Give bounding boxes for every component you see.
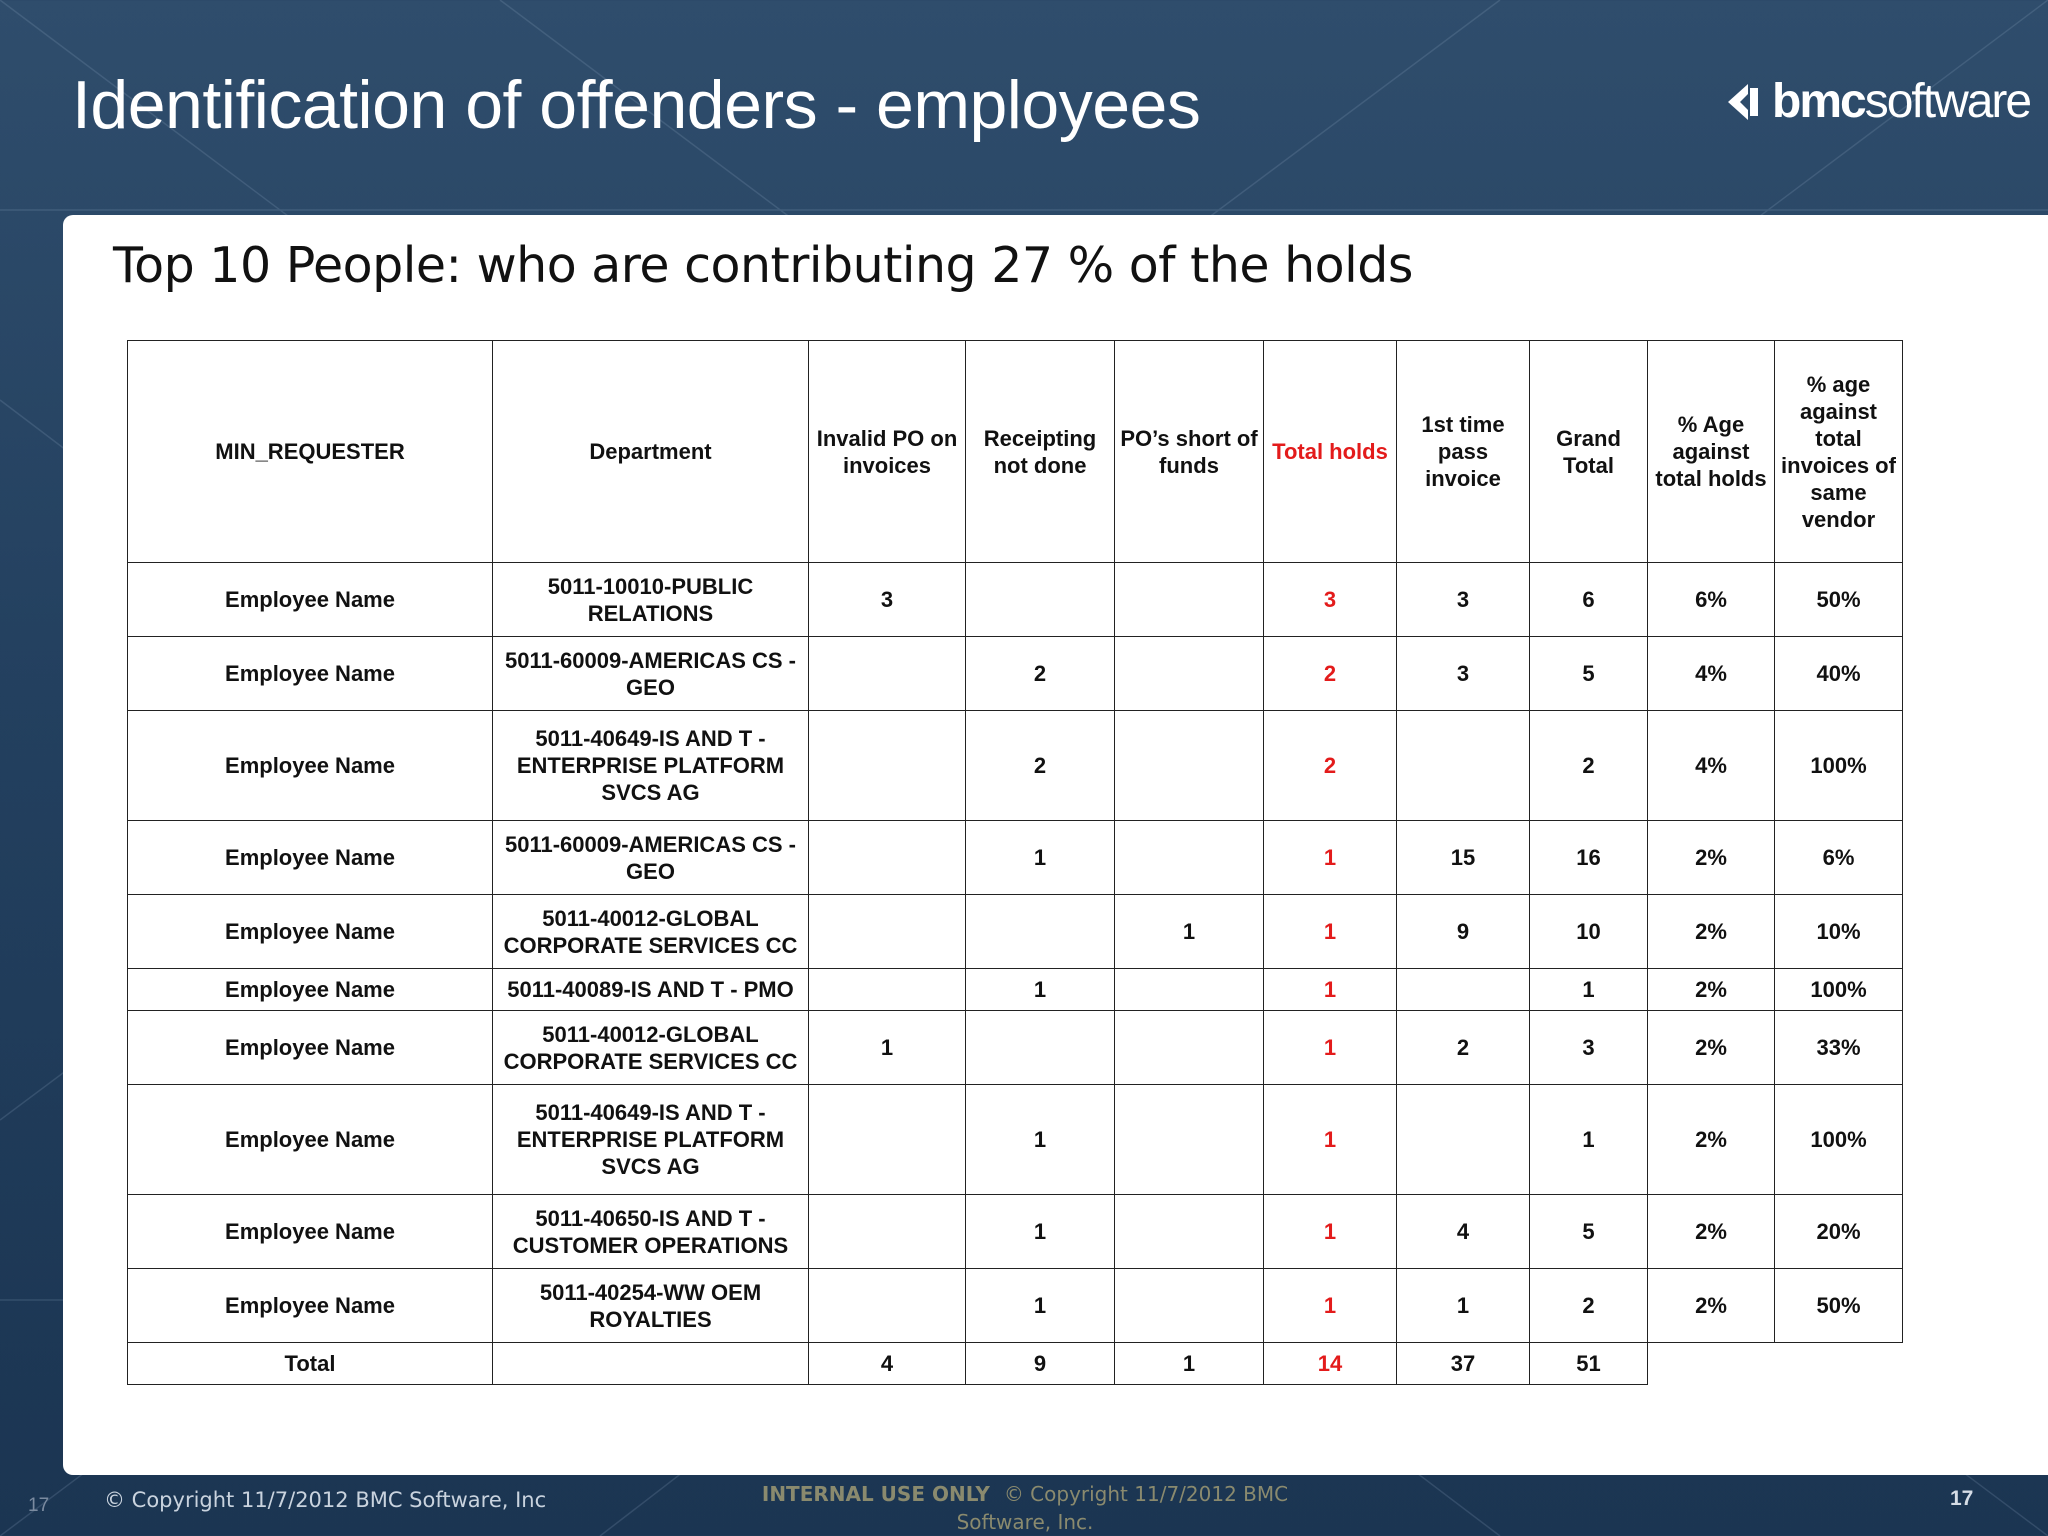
table-cell: 1	[1115, 895, 1264, 969]
table-cell	[1115, 1195, 1264, 1269]
table-cell: 5011-40649-IS AND T - ENTERPRISE PLATFORM SVCS AG	[493, 1085, 809, 1195]
table-cell: Employee Name	[128, 1011, 493, 1085]
table-cell: 5011-60009-AMERICAS CS - GEO	[493, 637, 809, 711]
table-row	[128, 1269, 1903, 1343]
table-row	[128, 969, 1903, 1011]
total-row	[128, 1343, 1903, 1385]
table-cell: 2	[1530, 711, 1648, 821]
table-cell	[1397, 1085, 1530, 1195]
table-row	[128, 821, 1903, 895]
table-cell	[1115, 1011, 1264, 1085]
bmc-chevron-icon	[1726, 82, 1764, 122]
footer-page-number-right: 17	[1950, 1487, 1974, 1510]
table-cell: 5011-40254-WW OEM ROYALTIES	[493, 1269, 809, 1343]
total-cell: 1	[1115, 1343, 1264, 1385]
table-cell: 5011-40089-IS AND T - PMO	[493, 969, 809, 1011]
table-cell: 40%	[1775, 637, 1903, 711]
header-cell: PO’s short of funds	[1115, 341, 1264, 563]
table-cell: Employee Name	[128, 563, 493, 637]
table-cell: 2%	[1648, 1269, 1775, 1343]
table-cell: Employee Name	[128, 637, 493, 711]
table-cell: 100%	[1775, 1085, 1903, 1195]
table-cell	[1115, 711, 1264, 821]
total-cell	[493, 1343, 809, 1385]
table-cell: 1	[966, 1085, 1115, 1195]
total-cell: 9	[966, 1343, 1115, 1385]
total-cell: 4	[809, 1343, 966, 1385]
table-cell: 5	[1530, 637, 1648, 711]
table-cell: Employee Name	[128, 895, 493, 969]
table-cell: 1	[1264, 895, 1397, 969]
table-cell	[1115, 637, 1264, 711]
table-cell: 6	[1530, 563, 1648, 637]
table-cell: 1	[809, 1011, 966, 1085]
header-cell: % age against total invoices of same vendor	[1775, 341, 1903, 563]
table-cell: 2	[966, 711, 1115, 821]
table-cell: 2	[1397, 1011, 1530, 1085]
table-cell: 1	[966, 1269, 1115, 1343]
table-cell: 3	[1530, 1011, 1648, 1085]
table-cell: 1	[1264, 1195, 1397, 1269]
table-cell	[1115, 1085, 1264, 1195]
table-cell: 100%	[1775, 711, 1903, 821]
footer-center	[735, 1480, 1315, 1536]
footer-center-copyright: © Copyright 11/7/2012 BMC Software, Inc.	[956, 1482, 1289, 1534]
table-cell: 1	[966, 821, 1115, 895]
header-cell: Grand Total	[1530, 341, 1648, 563]
table-cell: 2	[966, 637, 1115, 711]
table-cell: 1	[1264, 1011, 1397, 1085]
table-cell: 2%	[1648, 1085, 1775, 1195]
table-cell: 2%	[1648, 895, 1775, 969]
table-cell: 1	[966, 1195, 1115, 1269]
table-cell	[809, 821, 966, 895]
table-cell	[809, 1195, 966, 1269]
table-cell: Employee Name	[128, 1085, 493, 1195]
table-cell: 6%	[1648, 563, 1775, 637]
table-cell: 33%	[1775, 1011, 1903, 1085]
table-cell: 15	[1397, 821, 1530, 895]
table-cell: 4	[1397, 1195, 1530, 1269]
holds-table	[127, 340, 1903, 1385]
table-row	[128, 637, 1903, 711]
table-row	[128, 711, 1903, 821]
table-row	[128, 563, 1903, 637]
table-cell: 1	[1264, 1269, 1397, 1343]
table-cell: Employee Name	[128, 1269, 493, 1343]
table-cell	[809, 895, 966, 969]
header-cell: 1st time pass invoice	[1397, 341, 1530, 563]
table-cell: 5011-40649-IS AND T - ENTERPRISE PLATFORM SVCS AG	[493, 711, 809, 821]
total-cell: 37	[1397, 1343, 1530, 1385]
internal-use-label: INTERNAL USE ONLY	[761, 1482, 990, 1506]
total-cell: Total	[128, 1343, 493, 1385]
table-cell: 3	[1397, 637, 1530, 711]
table-cell: 50%	[1775, 563, 1903, 637]
table-cell: 1	[1264, 1085, 1397, 1195]
table-cell: 1	[1530, 1085, 1648, 1195]
table-cell: 2	[1264, 711, 1397, 821]
table-cell	[809, 711, 966, 821]
content-panel	[63, 215, 2048, 1475]
table-cell: 2	[1264, 637, 1397, 711]
table-cell: Employee Name	[128, 711, 493, 821]
table-cell: 5011-40012-GLOBAL CORPORATE SERVICES CC	[493, 895, 809, 969]
table-cell: 10	[1530, 895, 1648, 969]
bmc-logo	[1726, 74, 2030, 129]
table-cell: 6%	[1775, 821, 1903, 895]
table-cell: 20%	[1775, 1195, 1903, 1269]
table-cell: 5011-10010-PUBLIC RELATIONS	[493, 563, 809, 637]
bmc-logo-text: bmcsoftware	[1772, 75, 2031, 128]
table-cell: 10%	[1775, 895, 1903, 969]
table-cell: 1	[1530, 969, 1648, 1011]
empty-cell	[1648, 1343, 1903, 1385]
table-cell	[809, 637, 966, 711]
header-row	[128, 341, 1903, 563]
header-cell: Receipting not done	[966, 341, 1115, 563]
table-cell: 16	[1530, 821, 1648, 895]
footer-copyright: © Copyright 11/7/2012 BMC Software, Inc	[104, 1488, 547, 1512]
table-row	[128, 895, 1903, 969]
table-cell: 2%	[1648, 1011, 1775, 1085]
footer-page-number-left: 17	[28, 1495, 50, 1516]
table-cell: 50%	[1775, 1269, 1903, 1343]
table-cell: 3	[809, 563, 966, 637]
table-cell: 9	[1397, 895, 1530, 969]
table-cell: 2	[1530, 1269, 1648, 1343]
table-cell: Employee Name	[128, 969, 493, 1011]
table-cell	[966, 895, 1115, 969]
table-cell: 5011-60009-AMERICAS CS - GEO	[493, 821, 809, 895]
header-cell: MIN_REQUESTER	[128, 341, 493, 563]
table-row	[128, 1195, 1903, 1269]
table-cell	[1115, 821, 1264, 895]
header-cell: Invalid PO on invoices	[809, 341, 966, 563]
table-cell: 1	[1264, 821, 1397, 895]
table-cell	[1115, 563, 1264, 637]
table-cell: 1	[1264, 969, 1397, 1011]
header-cell: % Age against total holds	[1648, 341, 1775, 563]
table-cell: 3	[1397, 563, 1530, 637]
header-cell: Department	[493, 341, 809, 563]
table-cell: 2%	[1648, 1195, 1775, 1269]
table-cell: 1	[966, 969, 1115, 1011]
table-cell: 4%	[1648, 711, 1775, 821]
slide-subtitle: Top 10 People: who are contributing 27 % of the holds	[113, 237, 1413, 294]
table-cell: 5	[1530, 1195, 1648, 1269]
table-cell: 2%	[1648, 969, 1775, 1011]
table-cell: 2%	[1648, 821, 1775, 895]
slide-title: Identification of offenders - employees	[72, 67, 1201, 143]
table-cell	[966, 1011, 1115, 1085]
header-cell: Total holds	[1264, 341, 1397, 563]
table-cell	[1397, 969, 1530, 1011]
table-row	[128, 1085, 1903, 1195]
total-cell: 14	[1264, 1343, 1397, 1385]
table-cell: 4%	[1648, 637, 1775, 711]
table-cell	[1115, 969, 1264, 1011]
table-cell	[966, 563, 1115, 637]
table-cell: 3	[1264, 563, 1397, 637]
table-cell	[809, 1085, 966, 1195]
table-cell: 5011-40012-GLOBAL CORPORATE SERVICES CC	[493, 1011, 809, 1085]
table-cell	[809, 969, 966, 1011]
table-cell: 1	[1397, 1269, 1530, 1343]
table-cell: Employee Name	[128, 1195, 493, 1269]
table-cell: Employee Name	[128, 821, 493, 895]
table-cell	[1397, 711, 1530, 821]
table-cell	[809, 1269, 966, 1343]
table-row	[128, 1011, 1903, 1085]
table-cell: 100%	[1775, 969, 1903, 1011]
table-cell	[1115, 1269, 1264, 1343]
total-cell: 51	[1530, 1343, 1648, 1385]
table-cell: 5011-40650-IS AND T - CUSTOMER OPERATIONS	[493, 1195, 809, 1269]
